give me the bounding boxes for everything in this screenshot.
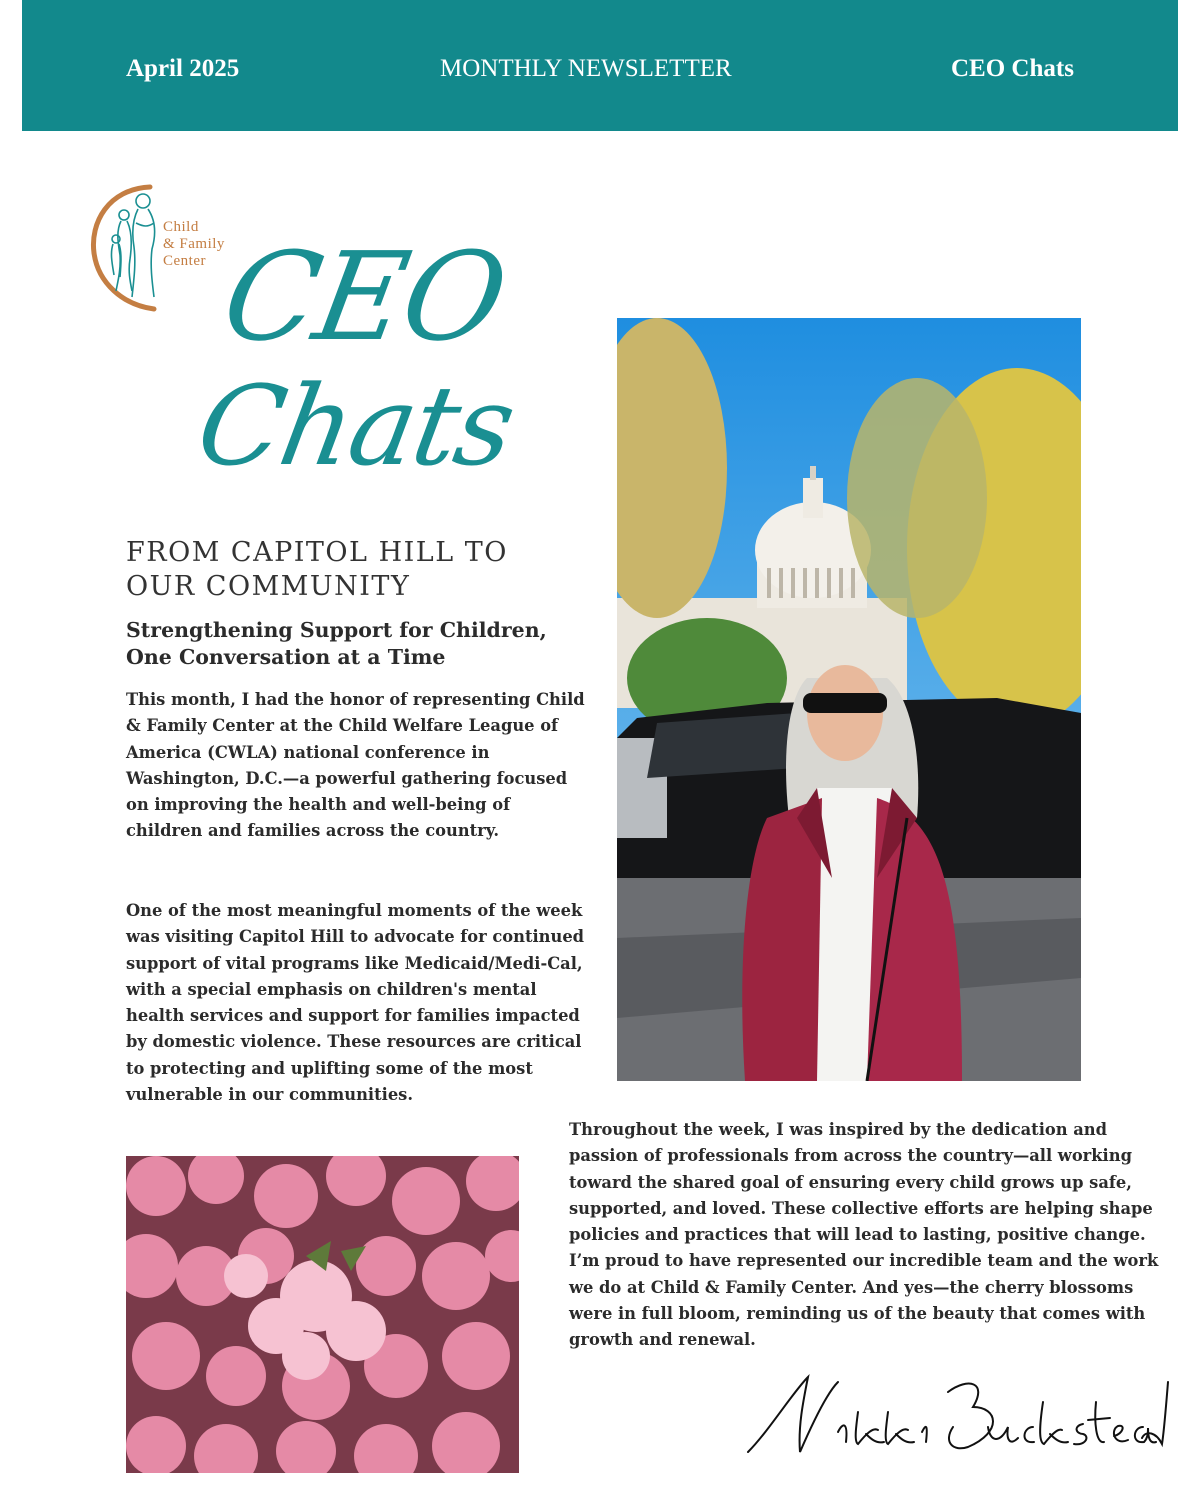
header-bar	[22, 0, 1178, 131]
article-heading	[126, 536, 546, 604]
title-ceo: CEO	[213, 226, 515, 368]
paragraph-1: This month, I had the honor of representing Child & Family Center at the Child Welfare League of America (CWLA) national conference in Washington, D.C.—a powerful gathering focused on improving the health and well-being of children and families across the country.	[126, 690, 585, 841]
cherry-blossom-photo	[126, 1156, 519, 1473]
signature	[738, 1372, 1178, 1462]
capitol-photo	[617, 318, 1081, 1081]
logo-text-family: & Family	[163, 236, 225, 252]
article-heading-line1: FROM CAPITOL HILL TO	[126, 537, 508, 568]
logo-text-child: Child	[163, 219, 199, 235]
article-subheading: Strengthening Support for Children, One Conversation at a Time	[126, 618, 547, 669]
newsletter-label: MONTHLY NEWSLETTER	[440, 55, 732, 82]
signature-handwriting	[738, 1372, 1178, 1462]
logo-text-center: Center	[163, 253, 206, 269]
article-heading-line2: OUR COMMUNITY	[126, 571, 411, 602]
section-label: CEO Chats	[951, 55, 1074, 82]
title-chats: Chats	[188, 362, 523, 490]
paragraph-2: One of the most meaningful moments of the week was visiting Capitol Hill to advocate for continued support of vital programs like Medicaid/Medi-Cal, with a special emphasis on children's mental health services and support for families impacted by domestic violence. These resources are critical to protecting and uplifting some of the most vulnerable in our communities.	[126, 901, 585, 1105]
paragraph-3: Throughout the week, I was inspired by the dedication and passion of professionals from across the country—all working toward the shared goal of ensuring every child grows up safe, supported, and loved. These collective efforts are helping shape policies and practices that will lead to lasting, positive change. I’m proud to have represented our incredible team and the work we do at Child & Family Center. And yes—the cherry blossoms were in full bloom, reminding us of the beauty that comes with growth and renewal.	[569, 1120, 1159, 1350]
newsletter-date: April 2025	[126, 55, 240, 82]
